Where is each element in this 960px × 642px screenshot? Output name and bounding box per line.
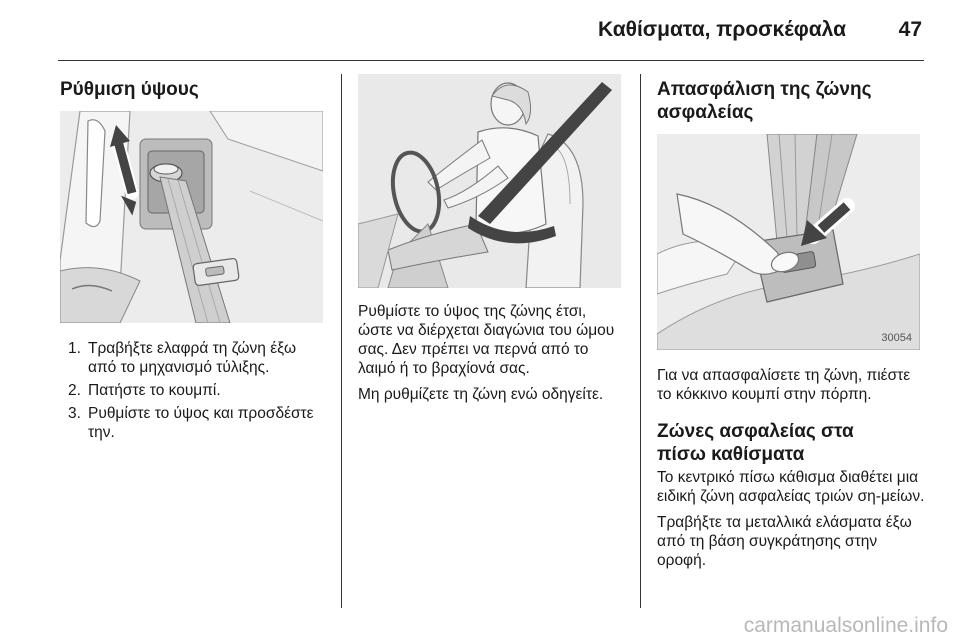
paragraph-centre-rear-belt: Το κεντρικό πίσω κάθισμα διαθέτει μια ειδική ζώνη ασφαλείας τριών ση-μείων. (657, 469, 925, 505)
column-height-adjustment (60, 74, 326, 446)
buckle-release-illustration (657, 134, 920, 350)
header-rule (58, 60, 924, 61)
figure-driver-with-belt (358, 74, 621, 288)
paragraph-no-adjust-while-driving: Μη ρυθμίζετε τη ζώνη ενώ οδηγείτε. (358, 386, 604, 403)
column-divider-1 (341, 74, 342, 608)
column-divider-2 (640, 74, 641, 608)
section-heading-belt-release: Απασφάλιση της ζώνης ασφαλείας (657, 79, 872, 123)
belt-height-adjuster-illustration (60, 111, 323, 323)
page-number: 47 (898, 18, 922, 41)
list-item: 3. Ρυθμίστε το ύψος και προσδέστε την. (68, 405, 314, 441)
page-header-title: Καθίσματα, προσκέφαλα (598, 18, 846, 41)
paragraph-press-red-button: Για να απασφαλίσετε τη ζώνη, πιέστε το κόκκινο κουμπί στην πόρπη. (657, 367, 911, 403)
figure-belt-height-adjuster (60, 111, 323, 323)
figure-code: 30054 (881, 332, 912, 344)
driver-belt-illustration (358, 74, 621, 288)
section-heading-rear-seat-belts: Ζώνες ασφαλείας στα πίσω καθίσματα (657, 421, 854, 465)
column-belt-release (657, 74, 925, 570)
paragraph-pull-latch-plates: Τραβήξτε τα μεταλλικά ελάσματα έξω από τη βάση συγκράτησης στην οροφή. (657, 514, 912, 569)
section-heading-height-adjustment: Ρύθμιση ύψους (60, 79, 199, 100)
steps-list (60, 339, 326, 442)
column-belt-position (358, 74, 624, 404)
list-item: 1. Τραβήξτε ελαφρά τη ζώνη έξω από το μηχανισμό τύλιξης. (68, 340, 297, 376)
list-item: 2. Πατήστε το κουμπί. (68, 382, 221, 399)
figure-buckle-release (657, 134, 920, 350)
paragraph-belt-routing: Ρυθμίστε το ύψος της ζώνης έτσι, ώστε να διέρχεται διαγώνια του ώμου σας. Δεν πρέπει να περνά από το λαιμό ή το βραχίονά σας. (358, 303, 615, 377)
watermark: carmanualsonline.info (743, 614, 948, 637)
